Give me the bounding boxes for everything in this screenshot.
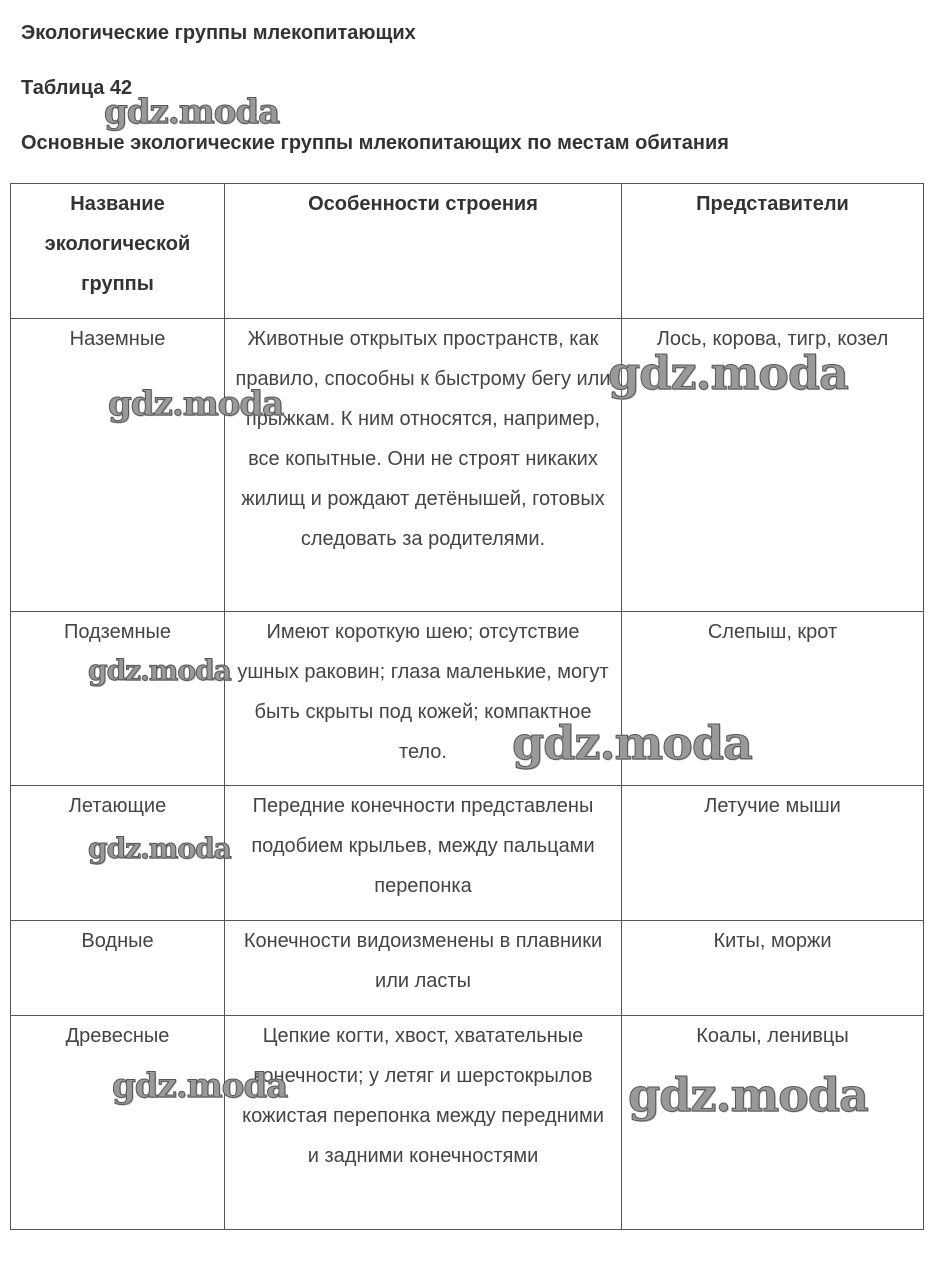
- header-features: Особенности строения: [225, 184, 622, 319]
- page-title: Экологические группы млекопитающих: [21, 22, 416, 44]
- cell-group: Летающие: [11, 786, 225, 921]
- header-representatives: Представители: [622, 184, 924, 319]
- ecology-table: [10, 183, 924, 1230]
- cell-features: Передние конечности представлены подобием крыльев, между пальцами перепонка: [225, 786, 622, 921]
- table-row: [11, 612, 924, 786]
- cell-representatives: Летучие мыши: [622, 786, 924, 921]
- cell-group: Подземные: [11, 612, 225, 786]
- cell-representatives: Лось, корова, тигр, козел: [622, 319, 924, 612]
- watermark: gdz.moda: [88, 654, 231, 687]
- table-header-row: [11, 184, 924, 319]
- cell-group: Наземные: [11, 319, 225, 612]
- cell-features: Животные открытых пространств, как правило, способны к быстрому бегу или прыжкам. К ним относятся, например, все копытные. Они не строят никаких жилищ и рождают детёнышей, готовых следовать за родителями.: [225, 319, 622, 612]
- table-row: [11, 786, 924, 921]
- table-row: [11, 921, 924, 1016]
- cell-features: Имеют короткую шею; отсутствие ушных раковин; глаза маленькие, могут быть скрыты под кожей; компактное тело.: [225, 612, 622, 786]
- table-caption: Основные экологические группы млекопитающих по местам обитания: [21, 132, 729, 154]
- cell-representatives: Киты, моржи: [622, 921, 924, 1016]
- table-row: [11, 319, 924, 612]
- watermark: gdz.moda: [608, 346, 848, 400]
- watermark: gdz.moda: [112, 1066, 288, 1106]
- cell-features: Конечности видоизменены в плавники или ласты: [225, 921, 622, 1016]
- cell-group: Древесные: [11, 1016, 225, 1230]
- header-group-name: Название экологической группы: [11, 184, 225, 319]
- watermark: gdz.moda: [88, 832, 231, 865]
- cell-representatives: Слепыш, крот: [622, 612, 924, 786]
- cell-representatives: Коалы, ленивцы: [622, 1016, 924, 1230]
- table-label: Таблица 42: [21, 77, 133, 99]
- watermark: gdz.moda: [104, 92, 280, 132]
- cell-group: Водные: [11, 921, 225, 1016]
- watermark: gdz.moda: [108, 384, 284, 424]
- table-row: [11, 1016, 924, 1230]
- watermark: gdz.moda: [628, 1068, 868, 1122]
- watermark: gdz.moda: [512, 716, 752, 770]
- cell-features: Цепкие когти, хвост, хватательные конечности; у летяг и шерстокрылов кожистая перепонка между передними и задними конечностями: [225, 1016, 622, 1230]
